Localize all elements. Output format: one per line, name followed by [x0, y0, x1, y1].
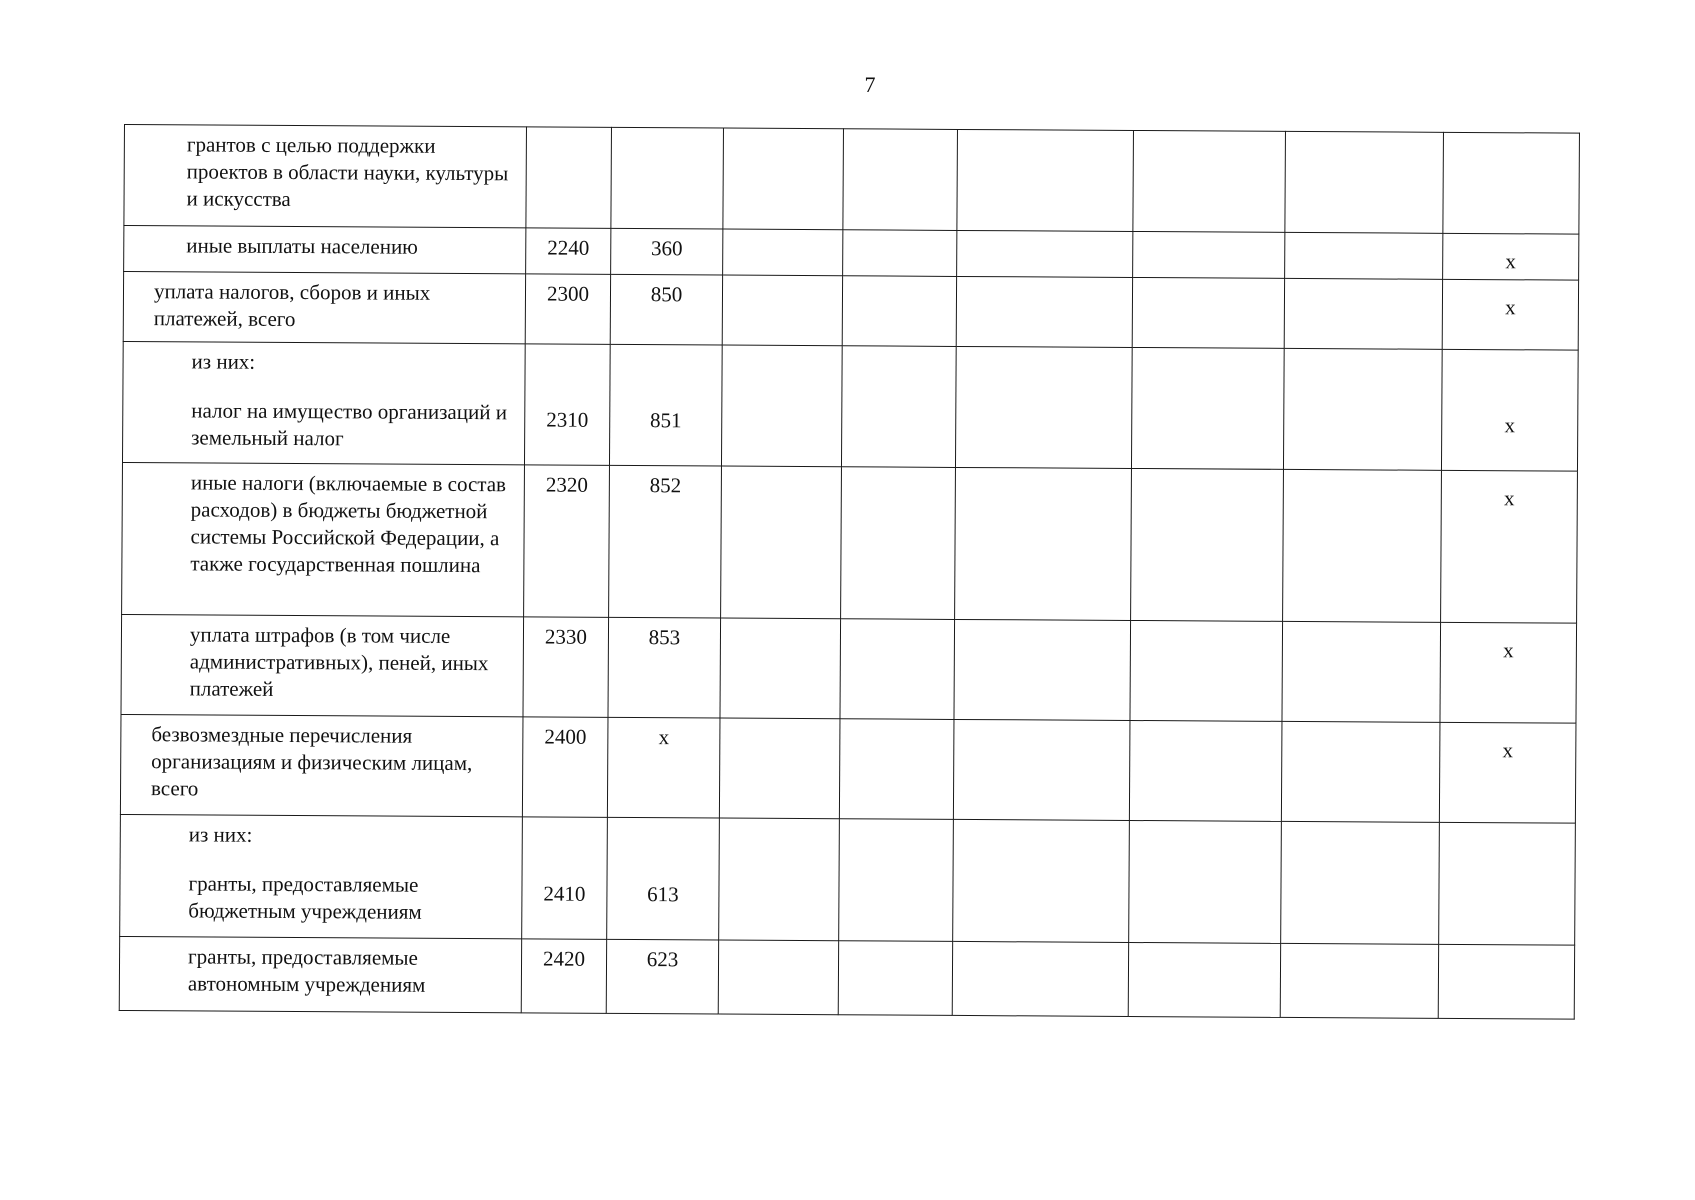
table-cell — [722, 275, 842, 346]
row-name-cell — [124, 125, 527, 228]
row-mark: x — [1503, 486, 1515, 511]
table-row — [124, 125, 1580, 235]
table-cell — [721, 345, 842, 467]
table-row — [122, 341, 1578, 471]
row-kosgu-cell — [607, 817, 720, 940]
table-cell — [953, 819, 1130, 942]
row-last-cell — [1439, 822, 1576, 945]
row-kosgu-cell: 360 — [611, 228, 723, 275]
table-cell — [1285, 232, 1443, 279]
table-cell — [955, 467, 1132, 620]
table-cell — [1129, 720, 1282, 821]
table-cell — [953, 719, 1130, 820]
table-row — [119, 936, 1574, 1019]
row-code-cell: 2300 — [525, 274, 610, 345]
table-cell — [1283, 348, 1442, 470]
table-cell — [721, 466, 842, 619]
row-last-cell — [1443, 233, 1579, 280]
table-cell — [1282, 621, 1441, 722]
row-code-cell — [524, 344, 610, 466]
row-kosgu-cell: 852 — [609, 465, 722, 618]
table-cell — [719, 718, 840, 819]
row-mark: x — [1504, 413, 1516, 438]
row-name: иные выплаты населению — [186, 233, 418, 259]
row-kosgu-cell: x — [607, 717, 720, 818]
table-cell — [843, 230, 957, 277]
row-name-cell — [122, 341, 525, 464]
row-code-cell: 2400 — [522, 717, 608, 818]
row-last-cell — [1441, 470, 1578, 623]
row-name: грантов с целью поддержки проектов в области науки, культуры и искусства — [186, 132, 509, 211]
row-kosgu-cell: 850 — [610, 274, 722, 345]
table-cell — [1131, 347, 1284, 469]
table-cell — [723, 128, 844, 230]
table-cell — [841, 467, 956, 620]
table-cell — [954, 619, 1131, 720]
row-code-cell — [526, 127, 612, 229]
row-code: 2310 — [546, 407, 589, 432]
table-cell — [1129, 820, 1282, 943]
row-kosgu-cell — [611, 127, 724, 229]
subgroup-label: из них: — [191, 349, 256, 374]
table-cell — [841, 346, 956, 468]
table-row — [120, 714, 1576, 823]
table-cell — [1284, 278, 1442, 349]
table-row — [123, 272, 1578, 351]
row-name-cell — [119, 936, 521, 1012]
row-last-cell — [1440, 622, 1577, 723]
row-name: иные налоги (включаемые в состав расходов) в бюджеты бюджетной системы Российской Федерации, а также государственная пошлина — [190, 470, 507, 578]
table-cell — [842, 276, 956, 347]
table-cell — [957, 129, 1134, 231]
row-last-cell — [1443, 132, 1580, 234]
table-cell — [957, 230, 1133, 277]
page-number: 7 — [864, 72, 876, 97]
table-cell — [838, 941, 952, 1016]
row-mark: x — [1503, 638, 1514, 663]
row-mark: x — [1505, 249, 1517, 274]
table-cell — [1133, 231, 1285, 278]
row-code-cell — [522, 817, 608, 940]
table-cell — [718, 940, 838, 1015]
table-row — [122, 462, 1578, 623]
table-cell — [1285, 131, 1444, 233]
row-name-cell — [123, 272, 525, 344]
row-name-cell — [120, 714, 523, 816]
table-cell — [1280, 943, 1438, 1018]
row-name: безвозмездные перечисления организациям и физическим лицам, всего — [150, 722, 473, 801]
row-code: 2410 — [543, 881, 586, 906]
row-last-cell — [1439, 722, 1576, 823]
row-last-cell — [1438, 944, 1574, 1019]
row-mark: x — [1502, 738, 1514, 763]
table-cell — [840, 619, 955, 720]
row-code-cell: 2320 — [524, 465, 610, 618]
row-name-cell — [121, 614, 524, 716]
table-row — [120, 814, 1576, 945]
table-cell — [843, 129, 958, 231]
row-mark: x — [1505, 295, 1516, 320]
row-name: уплата штрафов (в том числе административных), пеней, иных платежей — [189, 622, 489, 701]
row-code-cell: 2330 — [523, 617, 609, 718]
table-cell — [1131, 468, 1284, 621]
table-row — [121, 614, 1577, 723]
table-cell — [839, 719, 954, 820]
row-name: налог на имущество организаций и земельный налог — [191, 398, 508, 451]
row-name: гранты, предоставляемые автономным учреждениям — [187, 944, 426, 997]
table-cell — [955, 346, 1132, 468]
table-cell — [1130, 620, 1283, 721]
row-name-cell — [120, 814, 523, 938]
table-cell — [1281, 721, 1440, 822]
table-cell — [719, 818, 840, 941]
row-name: уплата налогов, сборов и иных платежей, всего — [153, 279, 431, 332]
table-cell — [956, 276, 1132, 347]
table-cell — [723, 229, 843, 276]
table-cell — [839, 819, 954, 942]
table-cell — [1128, 942, 1280, 1017]
row-kosgu-cell: 853 — [608, 617, 721, 718]
row-code-cell: 2420 — [521, 939, 606, 1014]
row-kosgu-cell: 623 — [606, 939, 718, 1014]
table-cell — [720, 618, 841, 719]
table-cell — [1281, 821, 1440, 944]
expenses-table — [119, 124, 1580, 1020]
row-last-cell — [1442, 279, 1578, 350]
row-kosgu: 851 — [649, 408, 682, 433]
subgroup-label: из них: — [188, 822, 253, 847]
table-cell — [1132, 277, 1284, 348]
table-cell — [952, 941, 1128, 1016]
row-name-cell — [124, 226, 526, 274]
row-name-cell — [122, 462, 525, 616]
row-last-cell — [1441, 349, 1578, 471]
table-cell — [1133, 130, 1286, 232]
table-cell — [1283, 469, 1442, 622]
row-code-cell: 2240 — [526, 228, 611, 275]
row-kosgu-cell — [609, 344, 722, 466]
row-name: гранты, предоставляемые бюджетным учреждениям — [188, 871, 422, 924]
row-kosgu: 613 — [647, 882, 679, 907]
